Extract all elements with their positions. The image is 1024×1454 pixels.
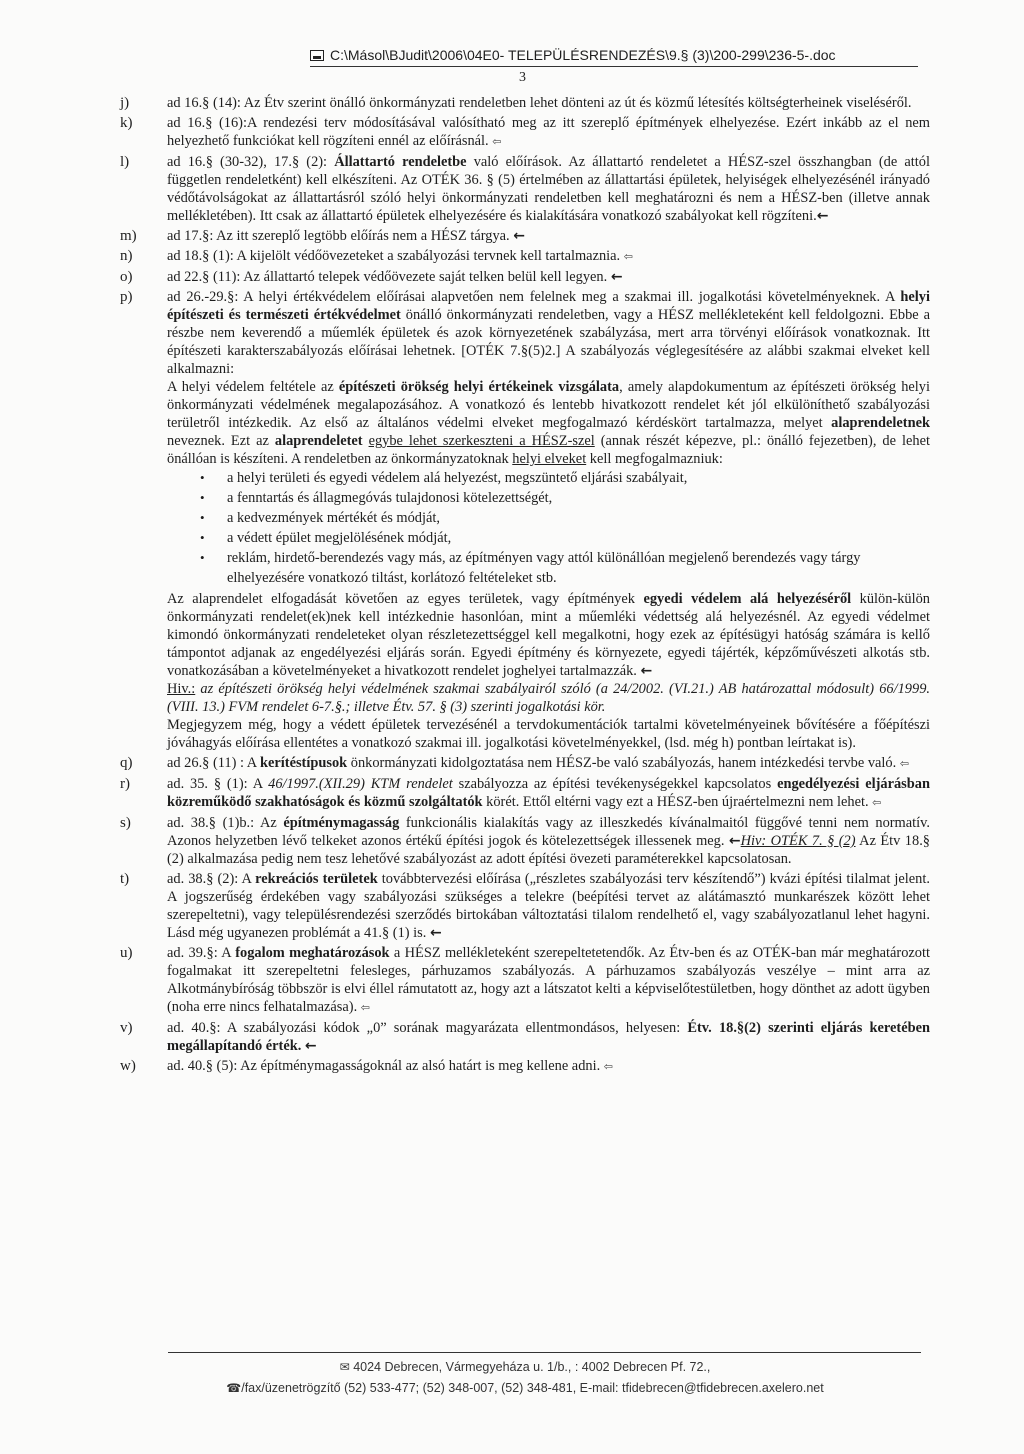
arrow-left-outline-icon: ⇦ bbox=[623, 250, 633, 263]
citation-text: az építészeti örökség helyi védelmének szakmai szabályairól szóló (a 24/2002. (VI.21.) AB határozattal módosult) 66/1999. (VIII. 13.) FVM rendelet 6-7.§.; illetve Étv. 57. § (3) szerinti jogalkotási kör. bbox=[167, 681, 930, 715]
item-text: önálló önkormányzati rendeletben, vagy a HÉSZ mellékleteként kell feldolgozni. Ebbe a részbe nem keverendő a műemlék épületek és azok környezetének szabályzása, mert arra törvényi előírások vonatkoznak. Itt építészeti karakterszabályozás előírásai lehetnek. [OTÉK 7.§(5)2.] A szabályozás véglegesítésére az alábbi szakmai elveket kell alkalmazni: bbox=[167, 307, 931, 377]
envelope-icon: ✉ bbox=[339, 1360, 350, 1374]
citation-text: Hiv: OTÉK 7. § (2) bbox=[740, 833, 856, 849]
item-text: (annak részét képezve, pl.: önálló fejezetben), de lehet önállóan is készíteni. A rendeletben az önkormányzatoknak bbox=[167, 433, 930, 467]
arrow-left-outline-icon: ⇦ bbox=[872, 796, 882, 809]
underlined-text: helyi elveket bbox=[512, 451, 587, 467]
underlined-text: egybe lehet szerkeszteni a HÉSZ-szel bbox=[368, 433, 595, 449]
item-label: p) bbox=[120, 289, 133, 305]
item-text: Az Étv 18.§ (2) alkalmazása pedig nem tesz lehetővé szabályozást az adott építési övezeti paraméterekkel kapcsolatosan. bbox=[167, 833, 930, 867]
item-text: Megjegyzem még, hogy a védett épületek tervezésénél a tervdokumentációk tartalmi követelményeinek bővítésére a főépítészi jóváhagyás előírása ellentétes a vonatkozó szakmai ill. jogalkotási követelményekkel, (lsd. még h) pontban leírtakat is). bbox=[167, 717, 930, 751]
item-label: t) bbox=[120, 871, 130, 887]
item-text: ad 17.§: Az itt szereplő legtöbb előírás nem a HÉSZ tárgya. bbox=[167, 228, 510, 244]
item-text: ad. 35. § (1): A bbox=[167, 776, 269, 792]
item-text: ad 22.§ (11): Az állattartó telepek védőövezete saját telken belül kell legyen. bbox=[167, 269, 608, 285]
list-item: • a fenntartás és állagmegóvás tulajdonosi kötelezettségét, bbox=[167, 488, 930, 508]
item-label: l) bbox=[120, 154, 130, 170]
item-text: Az alaprendelet elfogadását követően az egyes területek, vagy építmények bbox=[167, 591, 644, 607]
item-text: továbbtervezési előírása („részletes szabályozási terv készítendő”) kvázi építési tilalmat jelent. A jogszerűség érdekében vagy szabályozási szükséges a telekre (beépítési tervet az alátámasztó munkarészek között lehet szerepeltetni), vagy településrendezési szerződés birtokában változtatási tilalom rendelhető el, vagy szabályozatlanul lehet hagyni. Lásd még ugyanezen problémát a 41.§ (1) is. bbox=[167, 871, 930, 941]
arrow-left-icon: ← bbox=[816, 208, 829, 224]
item-s bbox=[120, 814, 930, 868]
item-w bbox=[120, 1057, 930, 1076]
item-text: ad 26.§ (11) : A bbox=[167, 755, 260, 771]
emphasis-text: Állattartó rendeletbe bbox=[334, 154, 467, 170]
item-p bbox=[120, 288, 930, 752]
footer-address-text: 4024 Debrecen, Vármegyeháza u. 1/b., : 4002 Debrecen Pf. 72., bbox=[353, 1360, 711, 1374]
item-label: o) bbox=[120, 269, 133, 285]
arrow-left-icon: ← bbox=[513, 228, 525, 244]
item-label: j) bbox=[120, 95, 130, 111]
arrow-left-outline-icon: ⇦ bbox=[603, 1060, 614, 1073]
footer-contact-text: /fax/üzenetrögzítő (52) 533-477; (52) 348-007, (52) 348-481, E-mail: tfidebrecen@tfidebrecen.axelero.net bbox=[241, 1381, 824, 1395]
item-label: w) bbox=[120, 1058, 136, 1074]
item-text: kell megfogalmazniuk: bbox=[586, 451, 723, 467]
item-text: ad. 38.§ (2): A bbox=[167, 871, 256, 887]
arrow-left-outline-icon: ⇦ bbox=[360, 1001, 370, 1014]
document-path: C:\Másol\BJudit\2006\04E0- TELEPÜLÉSRENDEZÉS\9.§ (3)\200-299\236-5-.doc bbox=[330, 47, 836, 63]
item-label: m) bbox=[120, 228, 137, 244]
item-o bbox=[120, 268, 930, 286]
item-l bbox=[120, 153, 930, 225]
item-text: neveznek. Ezt az bbox=[167, 433, 275, 449]
footer-rule bbox=[168, 1352, 921, 1353]
emphasis-text: építészeti örökség helyi értékeinek vizsgálata bbox=[338, 379, 620, 395]
list-item: • a kedvezmények mértékét és módját, bbox=[167, 508, 930, 528]
item-text: ad 18.§ (1): A kijelölt védőövezeteket a szabályozási tervnek kell tartalmaznia. bbox=[167, 248, 621, 264]
emphasis-text: kerítéstípusok bbox=[260, 755, 348, 771]
emphasis-text: engedélyezési eljárásban közreműködő szakhatóságok és közmű szolgáltatók bbox=[167, 776, 930, 810]
item-text: funkcionális kialakítás vagy az illeszkedés kívánalmaitól függővé tenni nem normatív. Azonos helyzetben lévő telkeket azonos értékű építési jogok és kötelezettségek illessenek meg. bbox=[167, 815, 930, 849]
item-text: körét. Ettől eltérni vagy ezt a HÉSZ-ben újraértelmezni nem lehet. bbox=[482, 794, 869, 810]
item-r bbox=[120, 775, 930, 812]
item-text: szabályozza az építési tevékenységekkel kapcsolatos bbox=[452, 776, 778, 792]
item-text: ad. 38.§ (1)b.: Az bbox=[167, 815, 284, 831]
footer-contact bbox=[175, 1381, 875, 1395]
page-number: 3 bbox=[519, 70, 526, 85]
bullet-list bbox=[167, 468, 930, 588]
arrow-left-icon: ← bbox=[640, 663, 653, 679]
emphasis-text: fogalom meghatározások bbox=[235, 945, 390, 961]
emphasis-text: építménymagasság bbox=[283, 815, 400, 831]
item-text: ad. 40.§ (5): Az építménymagasságoknál az alsó határt is meg kellene adni. bbox=[167, 1058, 601, 1074]
citation-text: 46/1997.(XII.29) KTM rendelet bbox=[268, 776, 453, 792]
item-label: k) bbox=[120, 115, 133, 131]
emphasis-text: helyi építészeti és természeti értékvédelmet bbox=[167, 289, 930, 323]
item-text: , amely alapdokumentum az építészeti örökség helyi önkormányzati védelmének megalapozásához. A vonatkozó és lentebb hivatkozott rendelet két jól elkülöníthető szabályozási területről intézkedik. Az első az általános védelmi elveket megfogalmazó kérdéskört tartalmazza, melyet bbox=[167, 379, 930, 431]
footer-address bbox=[175, 1360, 875, 1374]
emphasis-text: rekreációs területek bbox=[255, 871, 378, 887]
hiv-label: Hiv.: bbox=[167, 681, 196, 697]
arrow-left-outline-icon: ⇦ bbox=[899, 757, 910, 770]
arrow-left-outline-icon: ⇦ bbox=[492, 135, 502, 148]
document-path-header bbox=[310, 47, 920, 63]
emphasis-text: egyedi védelem alá helyezéséről bbox=[643, 591, 852, 607]
floppy-disk-icon bbox=[310, 50, 324, 61]
item-m bbox=[120, 227, 930, 245]
item-text: önkormányzati kidolgoztatása nem HÉSZ-be való szabályozás, hanem intézkedési tervbe való. bbox=[347, 755, 897, 771]
item-label: q) bbox=[120, 755, 133, 771]
arrow-left-icon: ← bbox=[728, 833, 741, 849]
item-text: a HÉSZ mellékleteként szerepeltetetendők. Az Étv-ben és az OTÉK-ban már meghatározott fogalmakat itt szerepeltetni felesleges, párhuzamos szabályozás. A párhuzamos szabályozás veszélye – mint arra az Alkotmánybíróság többször is elvi éllel rámutatott az, hogy azt a látszatot kelti a képviselőtestületben, hogy dönthet az adott ügyben (noha erre nincs felhatalmazása). bbox=[167, 945, 930, 1015]
item-v bbox=[120, 1019, 930, 1055]
item-label: u) bbox=[120, 945, 133, 961]
phone-icon: ☎ bbox=[226, 1381, 242, 1395]
arrow-left-icon: ← bbox=[610, 269, 623, 285]
item-label: r) bbox=[120, 776, 130, 792]
item-k bbox=[120, 114, 930, 151]
item-text: ad 16.§ (14): Az Étv szerint önálló önkormányzati rendeletben lehet dönteni az út és közmű létesítés költségterheinek viseléséről. bbox=[167, 95, 912, 111]
item-text: ad 16.§ (16):A rendezési terv módosításával valósítható meg az itt szereplő építmények elhelyezése. Ezért inkább az el nem helyezhető funkciókat kell rögzíteni ennél az előírásnál. bbox=[167, 115, 930, 149]
item-n bbox=[120, 247, 930, 266]
item-u bbox=[120, 944, 930, 1017]
arrow-left-icon: ← bbox=[429, 925, 442, 941]
item-q bbox=[120, 754, 930, 773]
item-text: való előírások. Az állattartó rendeletet a HÉSZ-szel összhangban (de attól független rendeletként) kell elkészíteni. Az OTÉK 36. § (5) értelmében az állattartási épületek, helyiségek elhelyezésénél irányadó védőtávolságokat az állattartásról szóló helyi önkormányzati rendeletben kell meghatározni és nem a HÉSZ-ben (illetve annak mellékletében). Itt csak az állattartó épületek elhelyezésére és kialakítására vonatkozó szabályokat kell rögzíteni. bbox=[167, 154, 930, 224]
item-text: ad 26.-29.§: A helyi értékvédelem előírásai alapvetően nem felelnek meg a szakmai ill. jogalkotási követelményeknek. A bbox=[167, 289, 901, 305]
item-label: n) bbox=[120, 248, 133, 264]
item-text: ad 16.§ (30-32), 17.§ (2): bbox=[167, 154, 335, 170]
document-body bbox=[120, 94, 930, 1078]
item-label: v) bbox=[120, 1020, 133, 1036]
list-item: • a védett épület megjelölésének módját, bbox=[167, 528, 930, 548]
list-item: • a helyi területi és egyedi védelem alá helyezést, megszüntető eljárási szabályait, bbox=[167, 468, 930, 488]
item-text: A helyi védelem feltétele az bbox=[167, 379, 339, 395]
item-t bbox=[120, 870, 930, 942]
item-text: ad. 40.§: A szabályozási kódok „0” sorának magyarázata ellentmondásos, helyesen: bbox=[167, 1020, 688, 1036]
item-text: ad. 39.§: A bbox=[167, 945, 236, 961]
arrow-left-icon: ← bbox=[304, 1038, 317, 1054]
emphasis-text: Étv. 18.§(2) szerinti eljárás keretében megállapítandó érték. bbox=[167, 1020, 930, 1054]
emphasis-text: alaprendeletnek bbox=[831, 415, 930, 431]
item-j bbox=[120, 94, 930, 112]
item-label: s) bbox=[120, 815, 131, 831]
header-rule bbox=[310, 66, 918, 67]
emphasis-text: alaprendeletet bbox=[274, 433, 363, 449]
item-text: külön-külön önkormányzati rendelet(ek)nek kell intézkednie hasonlóan, mint a műemléki védettség alá helyezésnél. Az egyedi védelmet kimondó önkormányzati rendeleteket olyan részletezettséggel kell megalkotni, hogy ezek az építésügyi hatóság számára is kellő támpontot adjanak az engedélyezési eljárás során. Egyedi építmény és környezete, egyedi tájérték, képzőművészeti alkotás stb. vonatkozásában a követelményeket a hivatkozott rendelet joghelyei tartalmazzák. bbox=[167, 591, 931, 679]
list-item: • reklám, hirdető-berendezés vagy más, az építményen vagy attól különállóan megjelenő berendezés vagy tárgy elhelyezésére vonatkozó tiltást, korlátozó feltételeket stb. bbox=[167, 548, 930, 588]
